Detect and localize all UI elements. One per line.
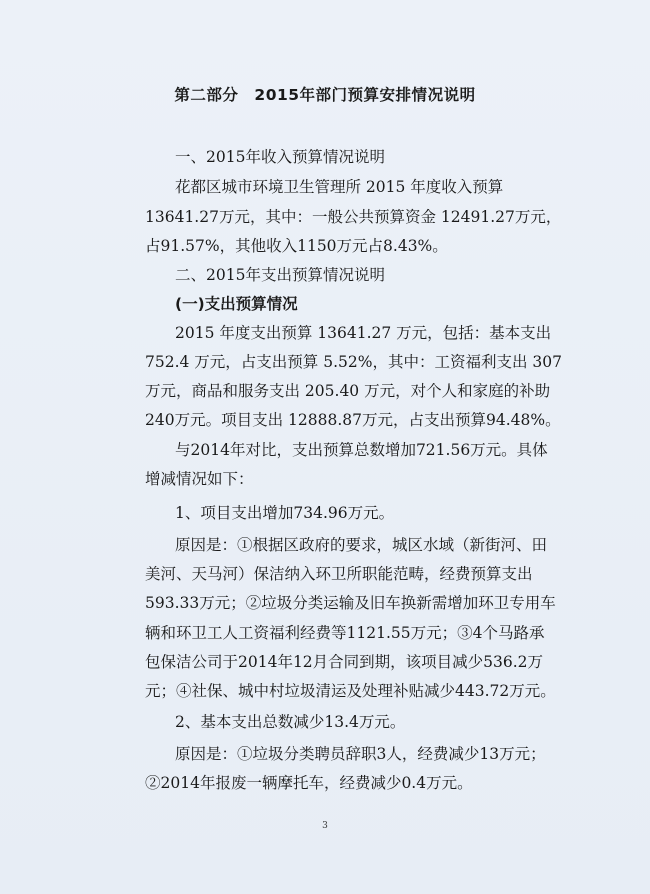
paragraph-line: 增减情况如下： bbox=[145, 470, 254, 488]
list-item-heading: 2、基本支出总数减少13.4万元。 bbox=[175, 713, 406, 731]
list-item-heading: 1、项目支出增加734.96万元。 bbox=[175, 504, 395, 522]
section-heading-expenditure: 二、2015年支出预算情况说明 bbox=[175, 266, 385, 284]
paragraph-line: 花都区城市环境卫生管理所 2015 年度收入预算 bbox=[175, 178, 504, 196]
paragraph-line: 593.33万元；②垃圾分类运输及旧车换新需增加环卫专用车 bbox=[145, 594, 556, 612]
paragraph-line: 辆和环卫工人工资福利经费等1121.55万元；③4个马路承 bbox=[145, 624, 545, 642]
paragraph-line: 占91.57%，其他收入1150万元占8.43%。 bbox=[145, 237, 448, 255]
paragraph-line: 原因是：①垃圾分类聘员辞职3人，经费减少13万元； bbox=[175, 745, 546, 763]
paragraph-line: 752.4 万元，占支出预算 5.52%，其中：工资福利支出 307 bbox=[145, 353, 562, 371]
paragraph-line: 原因是：①根据区政府的要求，城区水域（新街河、田 bbox=[175, 536, 548, 554]
section-heading-income: 一、2015年收入预算情况说明 bbox=[175, 148, 385, 166]
paragraph-line: 240万元。项目支出 12888.87万元，占支出预算94.48%。 bbox=[145, 411, 561, 429]
paragraph-line: 美河、天马河）保洁纳入环卫所职能范畴，经费预算支出 bbox=[145, 565, 533, 583]
subsection-heading: (一)支出预算情况 bbox=[175, 295, 298, 313]
paragraph-line: 13641.27万元，其中：一般公共预算资金 12491.27万元， bbox=[145, 208, 562, 226]
paragraph-line: 元；④社保、城中村垃圾清运及处理补贴减少443.72万元。 bbox=[145, 682, 556, 700]
paragraph-line: 包保洁公司于2014年12月合同到期，该项目减少536.2万 bbox=[145, 653, 544, 671]
paragraph-line: 2015 年度支出预算 13641.27 万元，包括：基本支出 bbox=[175, 324, 552, 342]
page-number: 3 bbox=[322, 821, 328, 831]
page-title: 第二部分 2015年部门预算安排情况说明 bbox=[174, 86, 476, 104]
paragraph-line: 万元，商品和服务支出 205.40 万元，对个人和家庭的补助 bbox=[145, 382, 551, 400]
paragraph-line: 与2014年对比，支出预算总数增加721.56万元。具体 bbox=[175, 441, 548, 459]
paragraph-line: ②2014年报废一辆摩托车，经费减少0.4万元。 bbox=[145, 774, 473, 792]
